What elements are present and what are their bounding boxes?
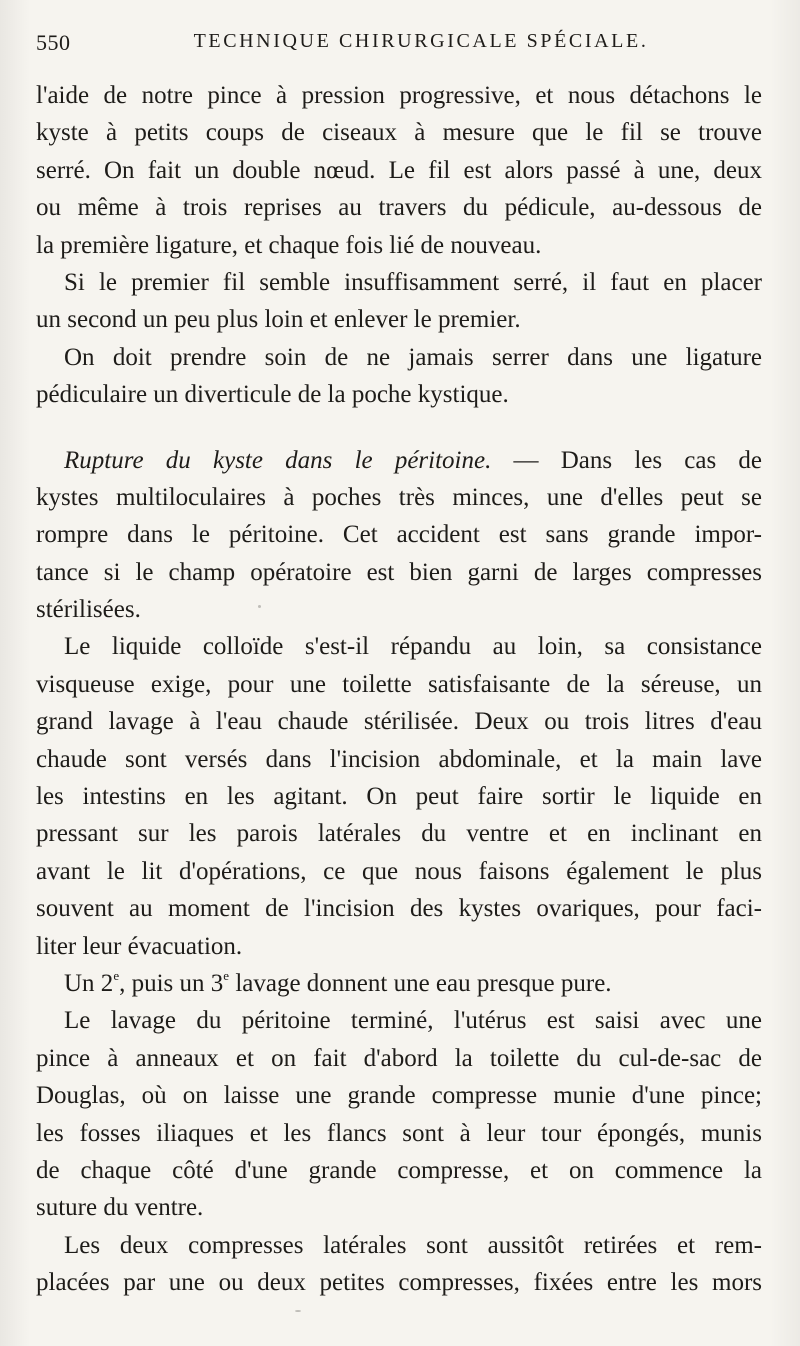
text-line: pince à anneaux et on fait d'abord la toilette du cul-de-sac de xyxy=(36,1044,762,1072)
text-line: rompre dans le péritoine. Cet accident est sans grande impor- xyxy=(36,521,762,549)
paper-speck xyxy=(295,1310,301,1312)
superscript: e xyxy=(223,967,230,983)
text-span: lavage donnent une eau presque pure. xyxy=(229,969,612,997)
superscript: e xyxy=(113,967,120,983)
text-line: On doit prendre soin de ne jamais serrer dans une ligature xyxy=(64,343,762,371)
text-line: grand lavage à l'eau chaude stérilisée. Deux ou trois litres d'eau xyxy=(36,708,762,736)
text-line: souvent au moment de l'incision des kystes ovariques, pour faci- xyxy=(36,895,762,923)
text-line: suture du ventre. xyxy=(36,1194,204,1222)
text-line: stérilisées. xyxy=(36,596,141,624)
section-heading: Rupture du kyste dans le péritoine. xyxy=(64,446,492,474)
text-line: Douglas, où on laisse une grande compresse munie d'une pince; xyxy=(36,1082,762,1110)
text-line: Le lavage du péritoine terminé, l'utérus est saisi avec une xyxy=(64,1007,762,1035)
page-number: 550 xyxy=(36,30,71,55)
text-line: pressant sur les parois latérales du ventre et en inclinant en xyxy=(36,820,762,848)
text-line: pédiculaire un diverticule de la poche kystique. xyxy=(36,381,509,409)
paper-speck xyxy=(258,605,261,608)
text-line: l'aide de notre pince à pression progressive, et nous détachons le xyxy=(36,82,762,109)
text-line: les intestins en les agitant. On peut faire sortir le liquide en xyxy=(36,783,762,811)
text-line: liter leur évacuation. xyxy=(36,932,243,960)
text-line: avant le lit d'opérations, ce que nous faisons également le plus xyxy=(36,857,762,885)
text-line: de chaque côté d'une grande compresse, et on commence la xyxy=(36,1156,762,1184)
text-span: , puis un 3 xyxy=(119,969,224,997)
text-span: Un 2 xyxy=(64,969,114,997)
text-line: tance si le champ opératoire est bien garni de larges compresses xyxy=(36,558,762,586)
text-line: ou même à trois reprises au travers du pédicule, au-dessous de xyxy=(36,194,762,222)
running-head: TECHNIQUE CHIRURGICALE SPÉCIALE. xyxy=(193,30,649,52)
text-line: Le liquide colloïde s'est-il répandu au loin, sa consistance xyxy=(64,633,762,661)
text-line: visqueuse exige, pour une toilette satisfaisante de la séreuse, un xyxy=(36,670,762,698)
section-spacer xyxy=(36,414,762,442)
text-span: — Dans les cas de xyxy=(513,446,762,474)
page-header xyxy=(36,30,766,64)
text-line: chaude sont versés dans l'incision abdominale, et la main lave xyxy=(36,745,762,773)
text-line: serré. On fait un double nœud. Le fil est alors passé à une, deux xyxy=(36,156,762,184)
text-line: la première ligature, et chaque fois lié de nouveau. xyxy=(36,231,542,259)
text-line: placées par une ou deux petites compresses, fixées entre les mors xyxy=(36,1269,762,1297)
text-line xyxy=(36,965,762,1002)
text-line: kyste à petits coups de ciseaux à mesure que le fil se trouve xyxy=(36,119,762,147)
text-line: un second un peu plus loin et enlever le premier. xyxy=(36,306,521,334)
body-text xyxy=(36,77,762,1302)
text-line: Les deux compresses latérales sont aussitôt retirées et rem- xyxy=(64,1231,762,1259)
text-line: Si le premier fil semble insuffisamment serré, il faut en placer xyxy=(64,268,762,296)
text-line: les fosses iliaques et les flancs sont à leur tour épongés, munis xyxy=(36,1119,762,1147)
section-heading-line xyxy=(36,442,762,479)
text-line: kystes multiloculaires à poches très minces, une d'elles peut se xyxy=(36,483,762,511)
